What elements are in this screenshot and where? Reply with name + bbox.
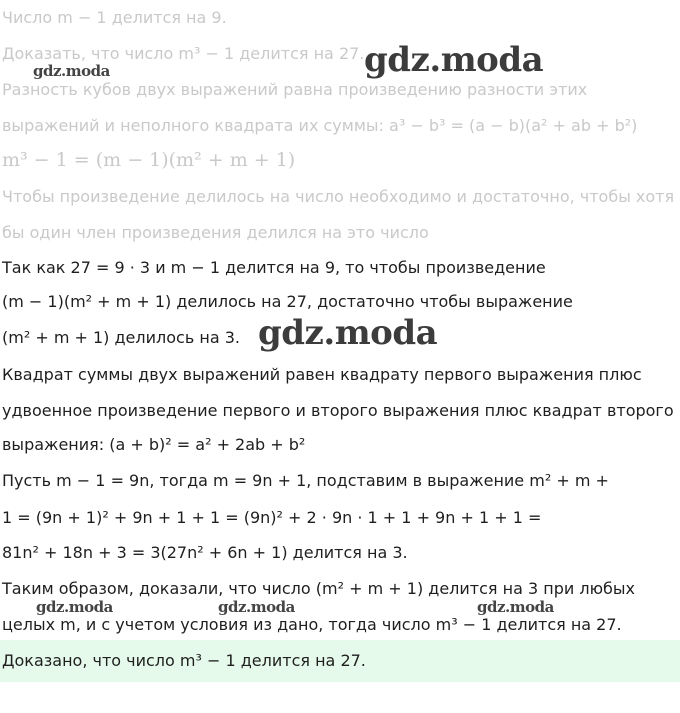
text-line: выражений и неполного квадрата их суммы: a³ − b³ = (a − b)(a² + ab + b²) <box>2 116 638 135</box>
text-line: выражения: (a + b)² = a² + 2ab + b² <box>2 435 306 454</box>
given-line: Число m − 1 делится на 9. <box>2 8 227 27</box>
watermark: gdz.moda <box>477 598 554 616</box>
text-line: (m − 1)(m² + m + 1) делилось на 27, достаточно чтобы выражение <box>2 292 573 311</box>
formula-line: 81n² + 18n + 3 = 3(27n² + 6n + 1) делится на 3. <box>2 543 408 562</box>
text-line: Разность кубов двух выражений равна произведению разности этих <box>2 80 588 99</box>
watermark: gdz.moda <box>36 598 113 616</box>
watermark: gdz.moda <box>258 313 438 353</box>
text-line: бы один член произведения делился на это число <box>2 223 429 242</box>
text-line: Таким образом, доказали, что число (m² + m + 1) делится на 3 при любых <box>2 579 636 598</box>
text-line: Чтобы произведение делилось на число необходимо и достаточно, чтобы хотя <box>2 187 675 206</box>
text-line: (m² + m + 1) делилось на 3. <box>2 328 240 347</box>
prove-line: Доказать, что число m³ − 1 делится на 27. <box>2 44 365 63</box>
text-line: целых m, и с учетом условия из дано, тогда число m³ − 1 делится на 27. <box>2 615 622 634</box>
text-line: Пусть m − 1 = 9n, тогда m = 9n + 1, подставим в выражение m² + m + <box>2 471 609 490</box>
watermark: gdz.moda <box>33 62 110 80</box>
formula-line: 1 = (9n + 1)² + 9n + 1 + 1 = (9n)² + 2 · 9n · 1 + 1 + 9n + 1 + 1 = <box>2 508 542 527</box>
text-line: Так как 27 = 9 · 3 и m − 1 делится на 9, то чтобы произведение <box>2 258 546 277</box>
text-line: Квадрат суммы двух выражений равен квадрату первого выражения плюс <box>2 365 642 384</box>
conclusion-line: Доказано, что число m³ − 1 делится на 27. <box>2 651 366 670</box>
formula-line: m³ − 1 = (m − 1)(m² + m + 1) <box>2 149 296 171</box>
text-line: удвоенное произведение первого и второго выражения плюс квадрат второго <box>2 401 674 420</box>
watermark: gdz.moda <box>218 598 295 616</box>
watermark: gdz.moda <box>364 40 544 80</box>
